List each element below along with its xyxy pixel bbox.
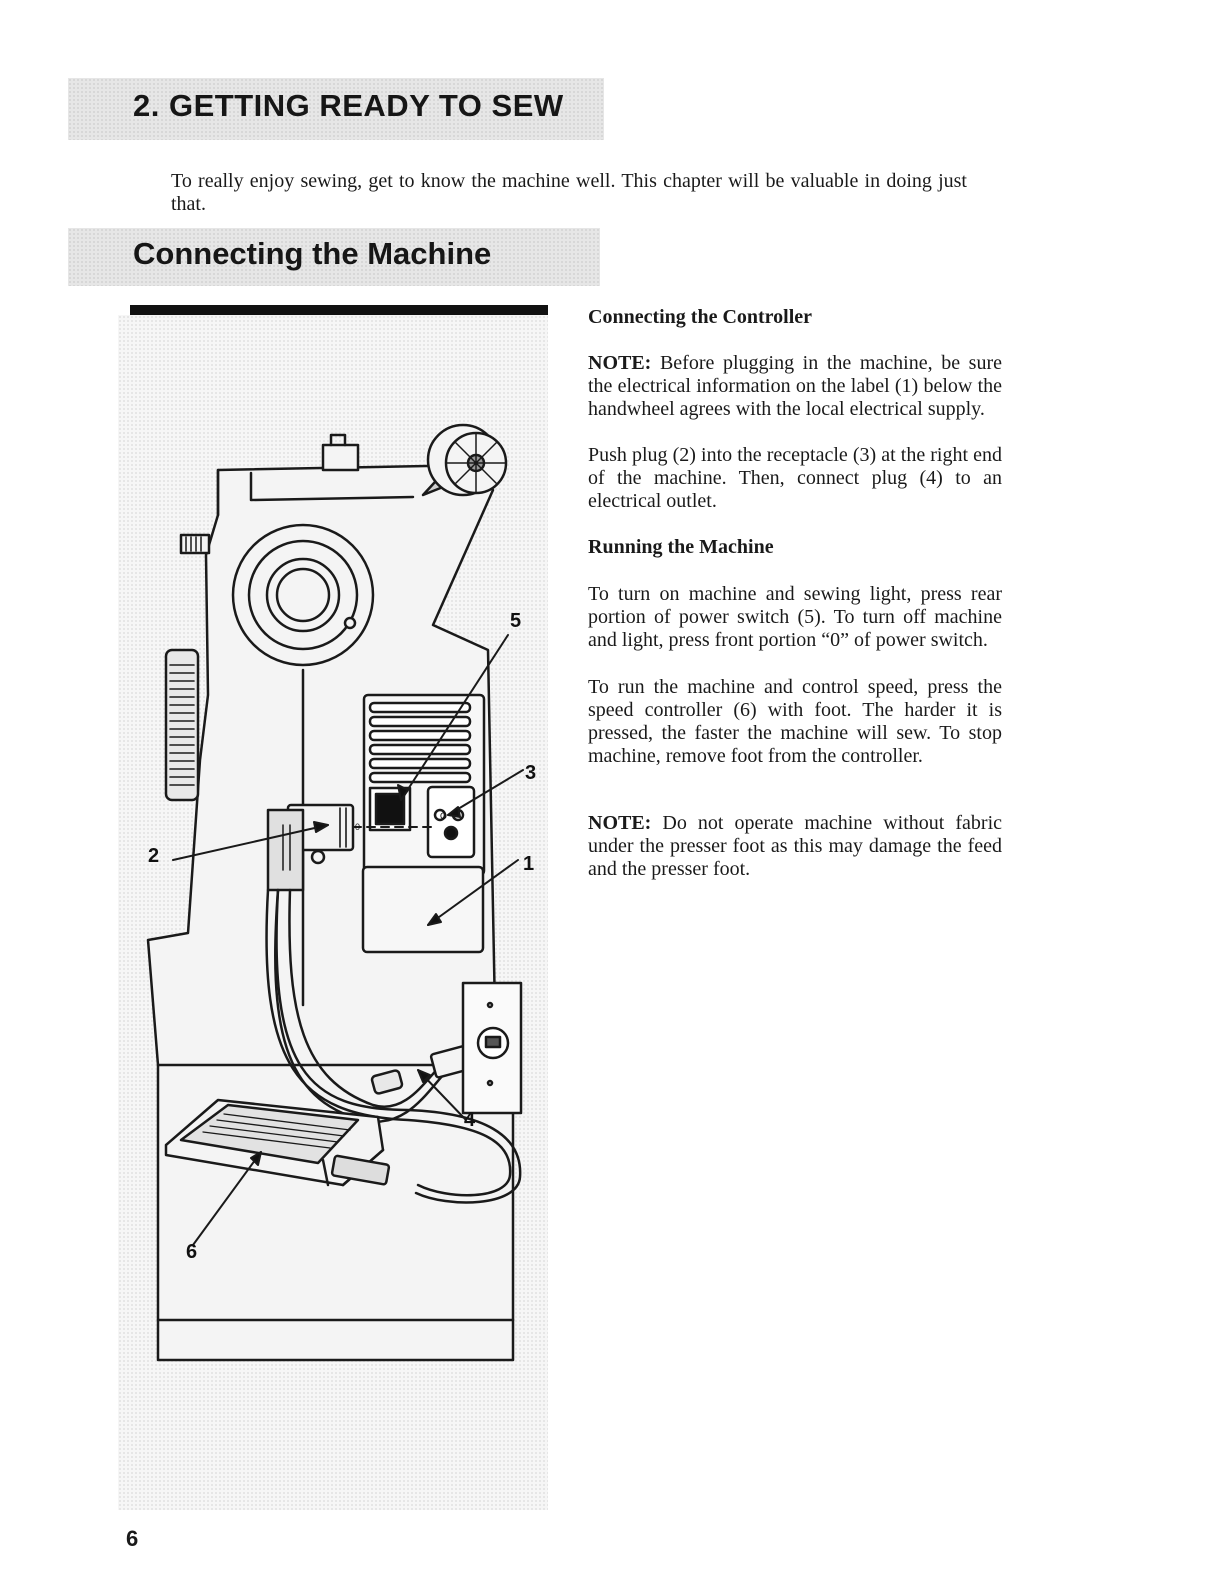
controller-note <box>588 352 1002 421</box>
callout-3: 3 <box>525 762 537 784</box>
panel-marking: O <box>440 811 448 821</box>
section-title: Connecting the Machine <box>133 236 492 271</box>
receptacle-icon <box>428 787 474 857</box>
side-knob-icon <box>181 535 209 553</box>
callout-2: 2 <box>148 845 160 867</box>
wall-outlet-icon <box>463 983 521 1113</box>
callout-5: 5 <box>510 610 522 632</box>
plug-instructions: Push plug (2) into the receptacle (3) at the right end of the machine. Then, connect plug (4) to an electrical outlet. <box>588 444 1002 512</box>
machine-connection-figure <box>118 305 548 1510</box>
speed-instructions: To run the machine and control speed, press the speed controller (6) with foot. The harder it is pressed, the faster the machine will sew. To stop machine, remove foot from the controller. <box>588 676 1002 767</box>
operation-note <box>588 812 1002 881</box>
running-heading: Running the Machine <box>588 536 774 558</box>
callout-4: 4 <box>464 1109 476 1131</box>
controller-heading: Connecting the Controller <box>588 306 813 328</box>
callout-1: 1 <box>523 853 535 875</box>
operation-note-text: Do not operate machine without fabric under the presser foot as this may damage the feed and the presser foot. <box>588 812 1003 880</box>
intro-paragraph: To really enjoy sewing, get to know the machine well. This chapter will be valuable in doing just that. <box>171 170 967 215</box>
operation-note-label: NOTE: <box>588 812 652 834</box>
panel-marking: 0 <box>355 822 361 832</box>
page-number: 6 <box>126 1526 139 1551</box>
label-plate-icon <box>363 867 483 952</box>
instructions-column <box>588 300 1002 881</box>
handwheel-icon <box>166 650 198 800</box>
machine-illustration <box>118 305 548 1510</box>
controller-note-text: Before plugging in the machine, be sure the electrical information on the label (1) below the handwheel agrees with the local electrical supply. <box>588 352 1003 420</box>
stitch-dial-icon <box>233 525 373 665</box>
power-instructions: To turn on machine and sewing light, press rear portion of power switch (5). To turn off machine and light, press front portion “0” of power switch. <box>588 583 1002 651</box>
controller-note-label: NOTE: <box>588 352 652 374</box>
chapter-title: 2. GETTING READY TO SEW <box>133 88 564 123</box>
callout-6: 6 <box>186 1241 198 1263</box>
